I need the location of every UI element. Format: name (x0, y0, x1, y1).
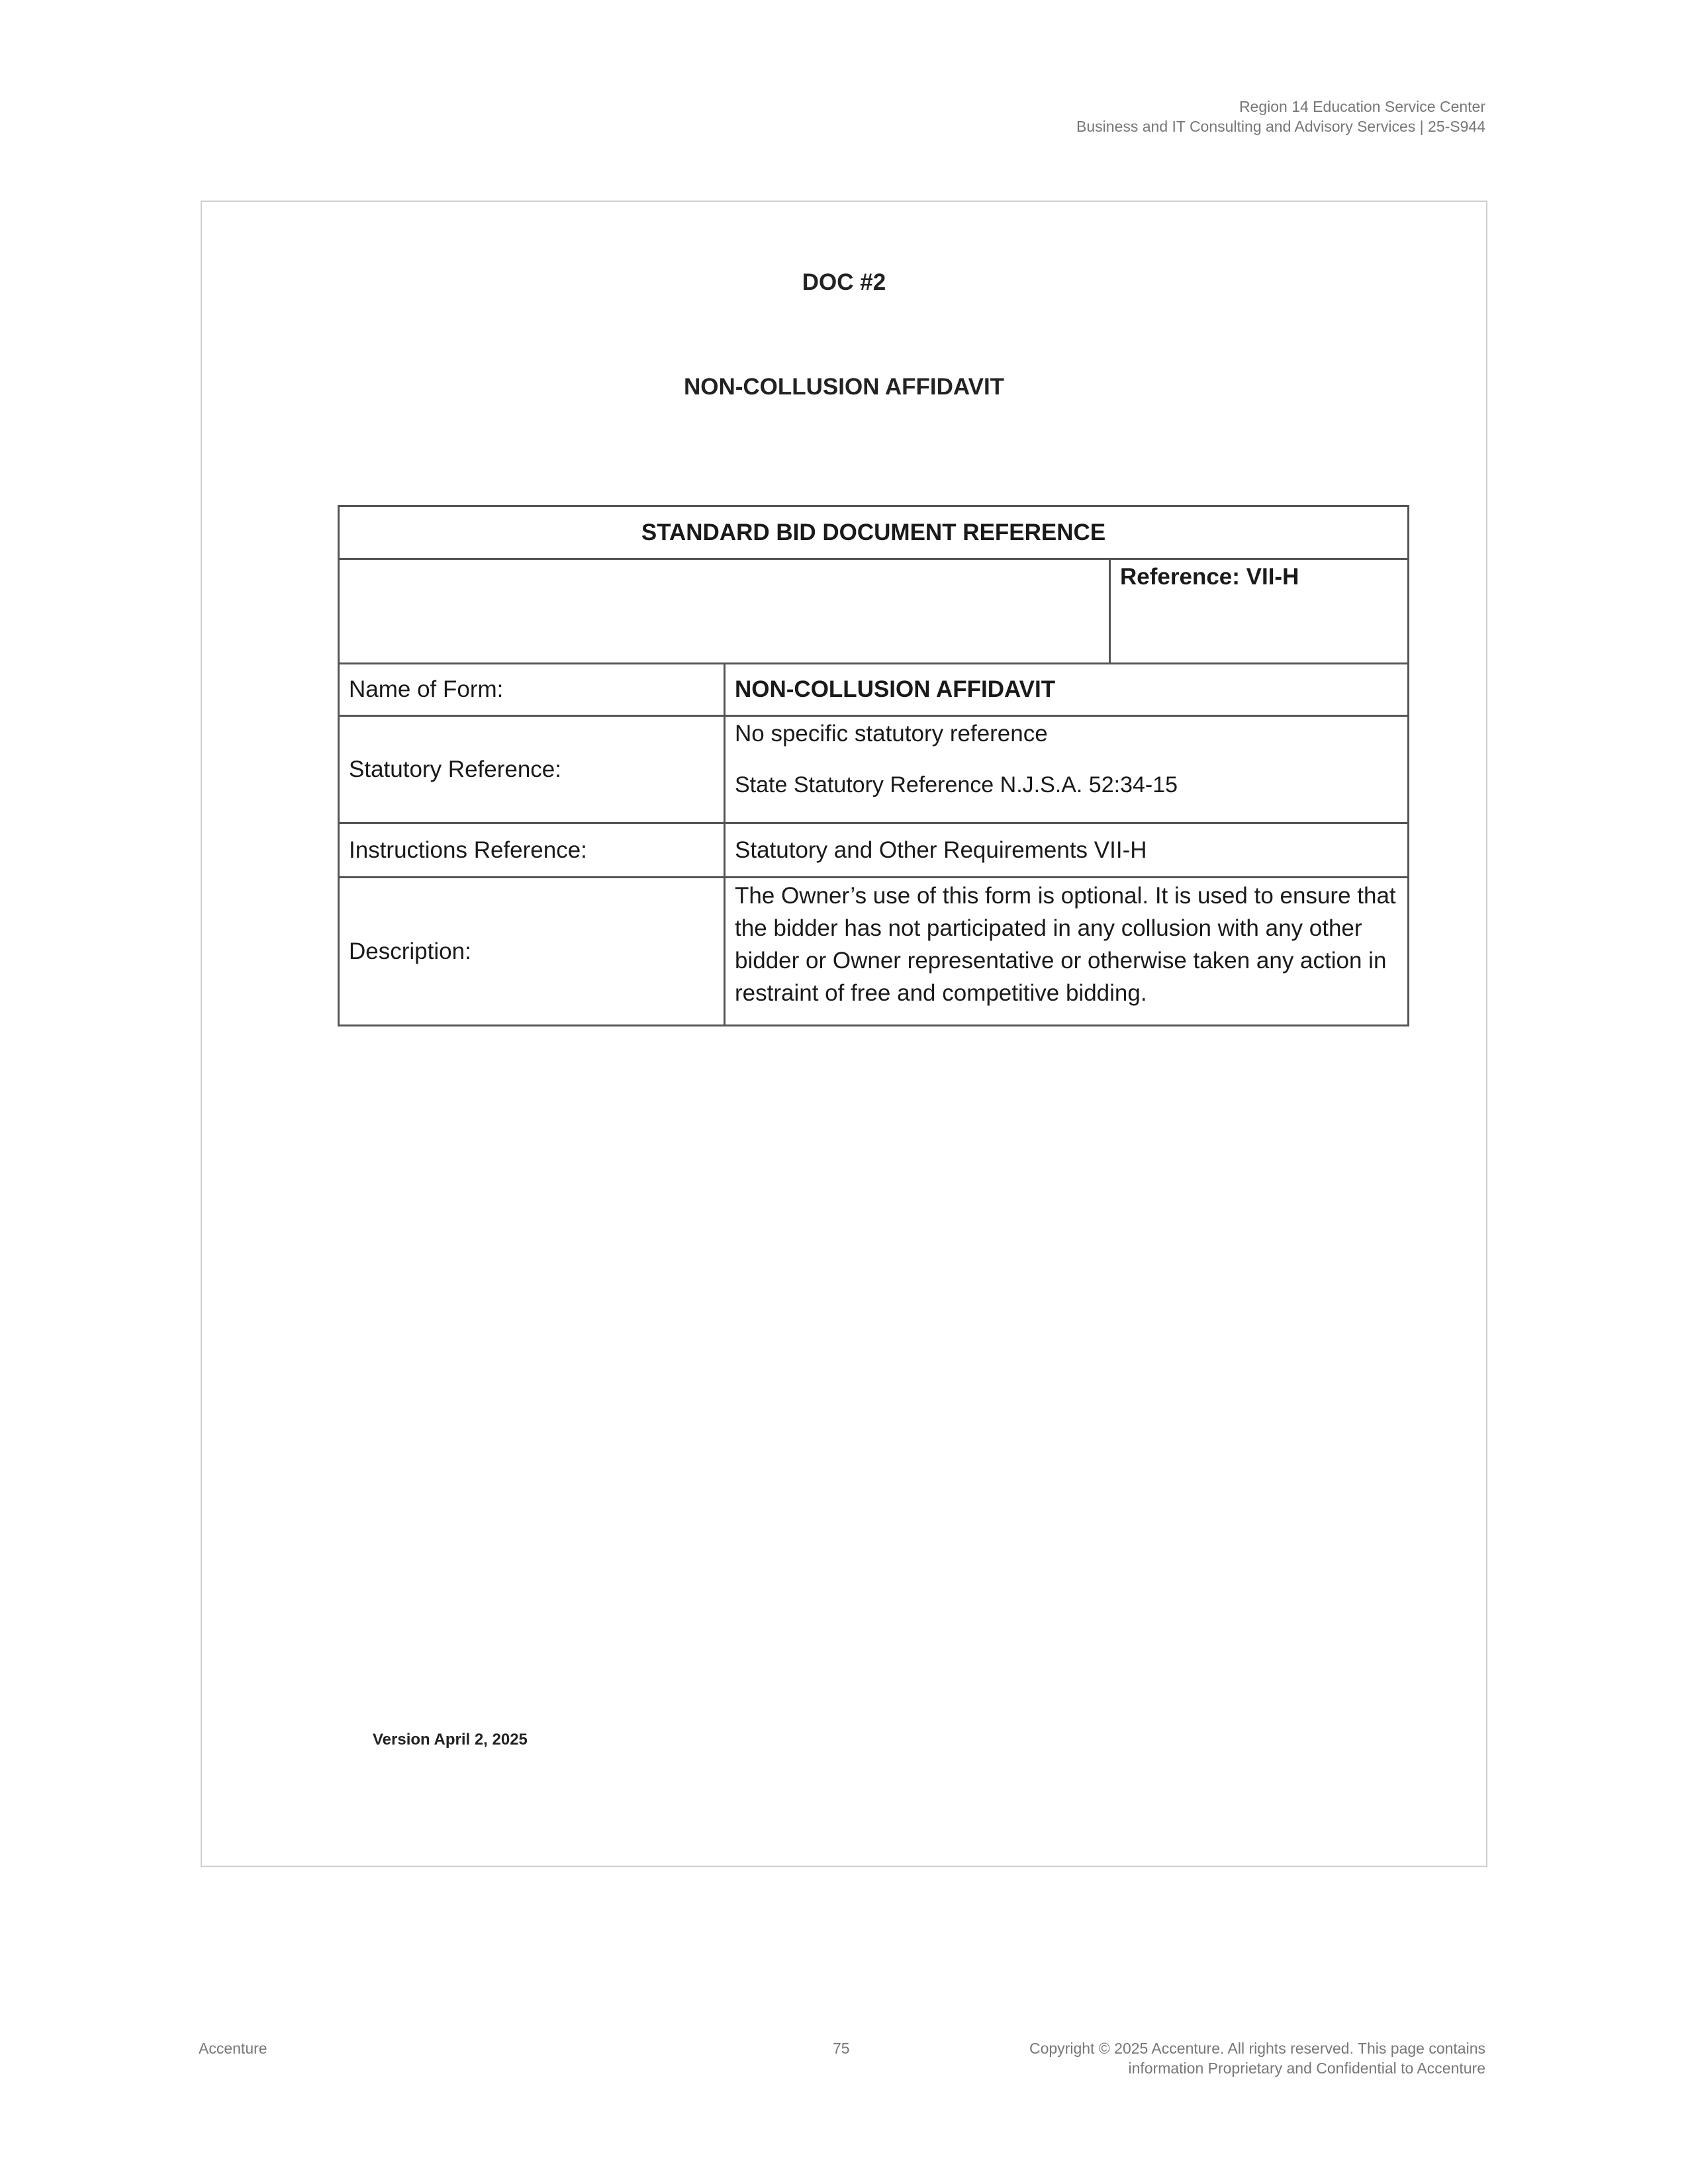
table-row (339, 716, 1409, 823)
name-of-form-value: NON-COLLUSION AFFIDAVIT (725, 664, 1409, 716)
statutory-reference-line1: No specific statutory reference (735, 721, 1048, 747)
name-of-form-label: Name of Form: (339, 664, 725, 716)
copyright-line2: information Proprietary and Confidential to Accenture (1128, 2060, 1485, 2077)
table-heading-row (339, 506, 1409, 559)
reference-blank-cell (339, 559, 1110, 664)
footer-company: Accenture (199, 2040, 267, 2057)
page-header (1076, 97, 1485, 136)
table-row (339, 664, 1409, 716)
doc-number: DOC #2 (802, 269, 886, 295)
reference-code: Reference: VII-H (1110, 559, 1409, 664)
statutory-reference-value (725, 716, 1409, 823)
footer-copyright (1029, 2038, 1485, 2078)
scanned-document-frame (201, 201, 1487, 1867)
version-date: Version April 2, 2025 (373, 1731, 528, 1749)
copyright-line1: Copyright © 2025 Accenture. All rights reserved. This page contains (1029, 2040, 1485, 2057)
description-label: Description: (339, 878, 725, 1026)
document-title: NON-COLLUSION AFFIDAVIT (683, 374, 1005, 400)
reference-row (339, 559, 1409, 664)
header-organization: Region 14 Education Service Center (1239, 98, 1485, 115)
instructions-reference-value: Statutory and Other Requirements VII-H (725, 823, 1409, 878)
statutory-reference-label: Statutory Reference: (339, 716, 725, 823)
table-heading: STANDARD BID DOCUMENT REFERENCE (339, 506, 1409, 559)
description-text: The Owner’s use of this form is optional. It is used to ensure that the bidder has not participated in any collusion with any other bidder or Owner representative or otherwise taken any action in restraint of free and competitive bidding. (735, 883, 1396, 1006)
statutory-reference-line2: State Statutory Reference N.J.S.A. 52:34-15 (735, 772, 1178, 797)
instructions-reference-label: Instructions Reference: (339, 823, 725, 878)
header-project: Business and IT Consulting and Advisory Services | 25-S944 (1076, 118, 1485, 135)
page-number: 75 (833, 2040, 850, 2057)
description-value (725, 878, 1409, 1026)
table-row (339, 823, 1409, 878)
reference-table (338, 505, 1409, 1026)
table-row (339, 878, 1409, 1026)
